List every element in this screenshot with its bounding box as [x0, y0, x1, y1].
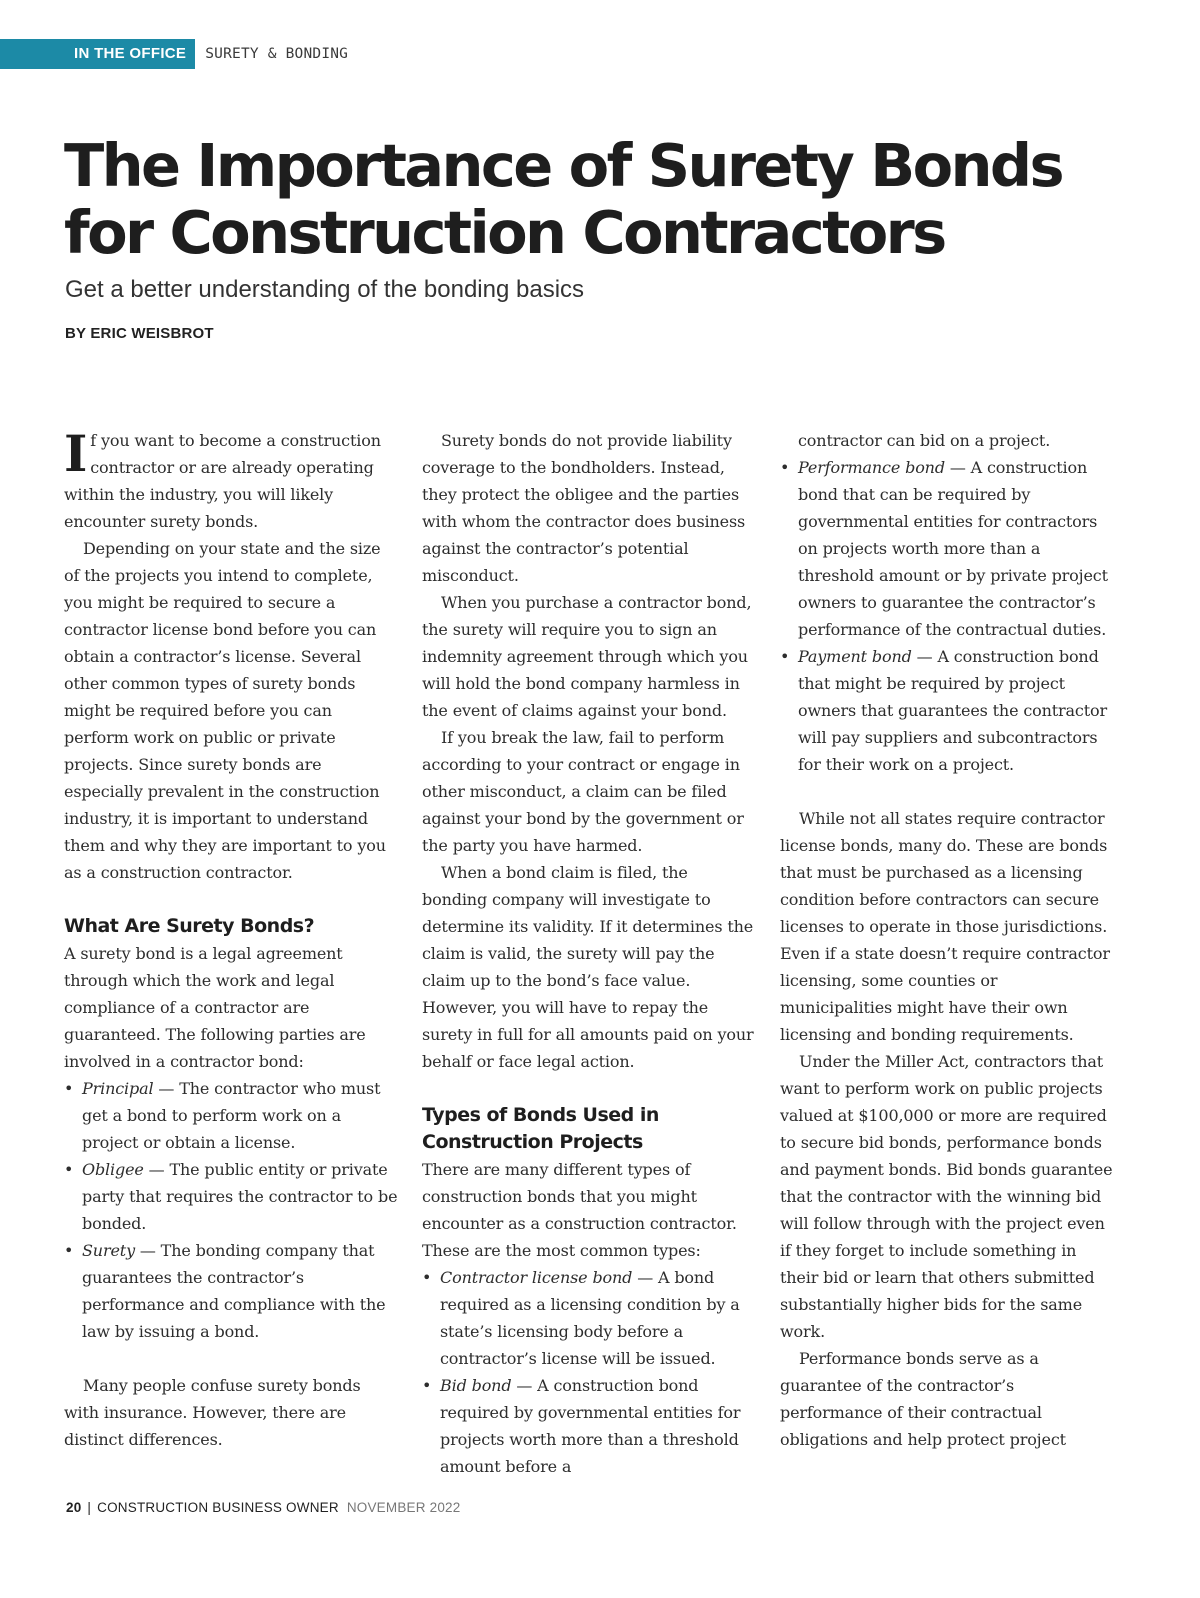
list-item: [64, 1237, 398, 1345]
bullet-text: — The public entity or private party that requires the contractor to be bonded.: [82, 1160, 398, 1233]
paragraph: Under the Miller Act, contractors that want to perform work on public projects valued at $100,000 or more are required to secure bid bonds, performance bonds and payment bonds. Bid bonds guarantee that the contractor with the winning bid will follow through with the project even if they forget to include something in their bid or learn that others submitted substantially higher bids for the same work.: [780, 1052, 1113, 1341]
section-heading: Types of Bonds Used in Construction Projects: [422, 1104, 659, 1153]
page-number: 20: [66, 1500, 82, 1515]
list-item: [780, 454, 1114, 643]
paragraph: There are many different types of construction bonds that you might encounter as a construction contractor. These are the most common types:: [422, 1160, 737, 1260]
list-item: [780, 643, 1114, 778]
column-2: [422, 427, 756, 1480]
bullet-text: — The contractor who must get a bond to perform work on a project or obtain a license.: [82, 1079, 381, 1152]
paragraph: [64, 424, 398, 535]
bond-type-list-continued: [780, 454, 1114, 778]
paragraph: If you break the law, fail to perform according to your contract or engage in other misconduct, a claim can be filed against your bond by the government or the party you have harmed.: [422, 728, 744, 855]
list-item: [64, 1156, 398, 1237]
paragraph: When a bond claim is filed, the bonding company will investigate to determine its validity. If it determines the claim is valid, the surety will pay the claim up to the bond’s face value. However, you will have to repay the surety in full for all amounts paid on your behalf or face legal action.: [422, 863, 754, 1071]
article-subtitle: Get a better understanding of the bonding basics: [65, 276, 585, 303]
bullet-term: Principal: [82, 1079, 154, 1098]
paragraph: Surety bonds do not provide liability coverage to the bondholders. Instead, they protect the obligee and the parties with whom the contractor does business against the contractor’s potential misconduct.: [422, 431, 746, 585]
bond-type-list: [422, 1264, 756, 1480]
topic-label: SURETY & BONDING: [205, 46, 349, 62]
bullet-term: Contractor license bond: [440, 1268, 633, 1287]
page-footer: [66, 1500, 460, 1515]
bullet-term: Surety: [82, 1241, 135, 1260]
publication-name: CONSTRUCTION BUSINESS OWNER: [97, 1500, 339, 1515]
bullet-text: — A construction bond that might be required by project owners that guarantees the contractor will pay suppliers and subcontractors for their work on a project.: [798, 647, 1108, 774]
section-label: IN THE OFFICE: [0, 39, 195, 69]
issue-date: NOVEMBER 2022: [346, 1500, 461, 1515]
bullet-text: — A bond required as a licensing condition by a state’s licensing body before a contractor’s license will be issued.: [440, 1268, 740, 1368]
drop-cap: I: [64, 424, 88, 483]
paragraph: A surety bond is a legal agreement through which the work and legal compliance of a contractor are guaranteed. The following parties are involved in a contractor bond:: [64, 944, 366, 1071]
footer-separator: |: [87, 1500, 92, 1515]
paragraph-text: f you want to become a construction contractor or are already operating within the industry, you will likely encounter surety bonds.: [64, 431, 381, 531]
bullet-term: Payment bond: [798, 647, 912, 666]
article-title: The Importance of Surety Bonds for Construction Contractors: [64, 131, 1063, 267]
paragraph: Performance bonds serve as a guarantee of the contractor’s performance of their contractual obligations and help protect project: [780, 1349, 1066, 1449]
paragraph: When you purchase a contractor bond, the surety will require you to sign an indemnity agreement through which you will hold the bond company harmless in the event of claims against your bond.: [422, 593, 752, 720]
section-heading: What Are Surety Bonds?: [64, 915, 315, 937]
bullet-term: Performance bond: [798, 458, 945, 477]
paragraph: While not all states require contractor license bonds, many do. These are bonds that must be purchased as a licensing condition before contractors can secure licenses to operate in those jurisdictions. Even if a state doesn’t require contractor licensing, some counties or municipalities might have their own licensing and bonding requirements.: [780, 809, 1110, 1044]
party-list: [64, 1075, 398, 1345]
list-item: [422, 1264, 756, 1372]
bullet-text: — A construction bond required by governmental entities for projects worth more than a threshold amount before a: [440, 1376, 741, 1476]
byline: BY ERIC WEISBROT: [65, 325, 214, 342]
bullet-term: Bid bond: [440, 1376, 512, 1395]
paragraph: Many people confuse surety bonds with insurance. However, there are distinct differences.: [64, 1376, 361, 1449]
list-continuation: contractor can bid on a project.: [798, 431, 1051, 450]
list-item: [422, 1372, 756, 1480]
bullet-term: Obligee: [82, 1160, 144, 1179]
bullet-text: — A construction bond that can be required by governmental entities for contractors on projects worth more than a threshold amount or by private project owners to guarantee the contractor’s performance of the contractual duties.: [798, 458, 1108, 639]
bullet-text: — The bonding company that guarantees the contractor’s performance and compliance with the law by issuing a bond.: [82, 1241, 386, 1341]
column-1: [64, 424, 398, 1453]
paragraph: Depending on your state and the size of the projects you intend to complete, you might be required to secure a contractor license bond before you can obtain a contractor’s license. Several other common types of surety bonds might be required before you can perform work on public or private projects. Since surety bonds are especially prevalent in the construction industry, it is important to understand them and why they are important to you as a construction contractor.: [64, 539, 386, 882]
column-3: [780, 427, 1114, 1453]
section-tab: [0, 39, 348, 69]
list-item: [64, 1075, 398, 1156]
